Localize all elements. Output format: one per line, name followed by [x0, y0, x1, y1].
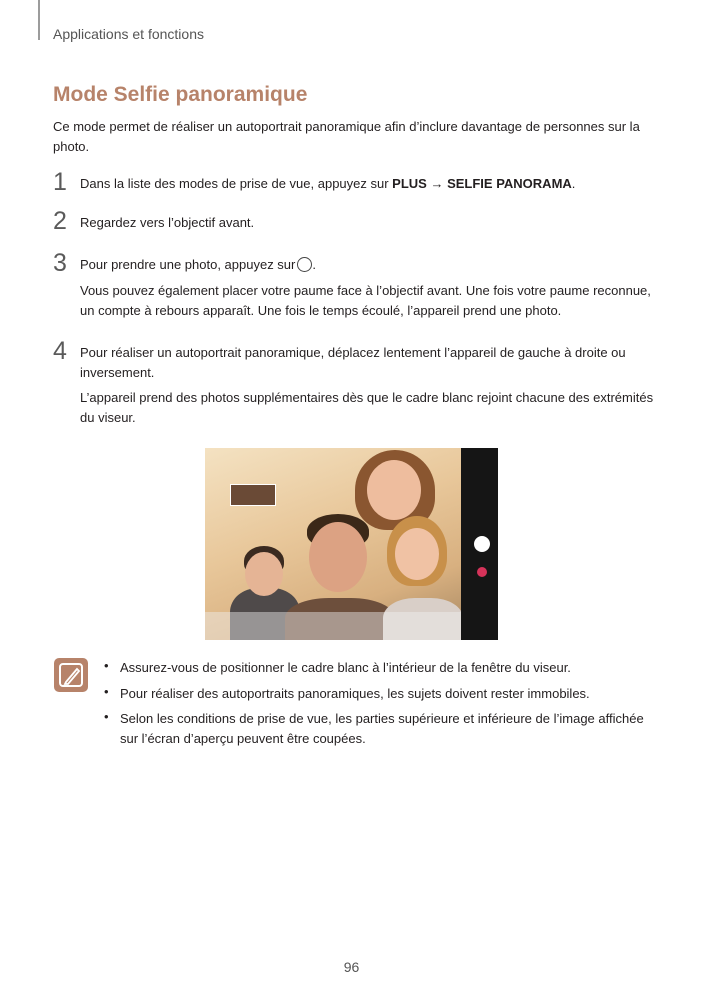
person-face [309, 522, 367, 592]
step-1-arrow: → [426, 176, 448, 191]
panorama-preview-thumbnail [230, 484, 276, 506]
bullet-2: • [104, 684, 109, 699]
note-3: Selon les conditions de prise de vue, les parties supérieure et inférieure de l’image affichée sur l’écran d’aperçu peuvent être coupées. [120, 711, 644, 746]
step-1-lead: Dans la liste des modes de prise de vue, appuyez sur [80, 176, 393, 191]
step-number-3: 3 [53, 249, 67, 277]
bullet-3: • [104, 709, 109, 724]
person-face [245, 552, 283, 596]
step-3-detail: Vous pouvez également placer votre paume face à l’objectif avant. Une fois votre paume reconnue, un compte à rebours apparaît. Une fois le temps écoulé, l’appareil prend une photo. [80, 283, 651, 318]
preview-bottom-bar [205, 612, 461, 640]
person-face [395, 528, 439, 580]
step-3-text [80, 255, 655, 275]
step-4-detail: L’appareil prend des photos supplémentaires dès que le cadre blanc rejoint chacune des extrémités du viseur. [80, 390, 654, 425]
header-rule [38, 0, 40, 40]
selfie-panorama-screenshot [205, 448, 498, 640]
step-number-2: 2 [53, 207, 67, 235]
shutter-button-icon [297, 257, 312, 272]
note-1: Assurez-vous de positionner le cadre blanc à l’intérieur de la fenêtre du viseur. [120, 660, 571, 675]
running-header: Applications et fonctions [53, 26, 204, 42]
step-1-end: . [571, 176, 576, 191]
step-1-plus: PLUS [392, 176, 427, 191]
step-1-text [80, 174, 655, 194]
note-pencil-icon [54, 658, 88, 692]
step-3-lead: Pour prendre une photo, appuyez sur [80, 257, 296, 272]
intro-paragraph: Ce mode permet de réaliser un autoportrait panoramique afin d’inclure davantage de personnes sur la photo. [53, 119, 640, 154]
step-number-4: 4 [53, 337, 67, 365]
note-2: Pour réaliser des autoportraits panoramiques, les sujets doivent rester immobiles. [120, 686, 590, 701]
step-number-1: 1 [53, 168, 67, 196]
step-4-text: Pour réaliser un autoportrait panoramique, déplacez lentement l’appareil de gauche à droite ou inversement. [80, 345, 626, 380]
page-number: 96 [343, 959, 360, 975]
person-face [367, 460, 421, 520]
effect-button[interactable] [477, 567, 487, 577]
section-title: Mode Selfie panoramique [53, 83, 308, 106]
step-3-end: . [312, 257, 316, 272]
step-2-text: Regardez vers l’objectif avant. [80, 215, 255, 230]
step-1-mode: SELFIE PANORAMA [447, 176, 572, 191]
capture-button[interactable] [474, 536, 490, 552]
bullet-1: • [104, 658, 109, 673]
